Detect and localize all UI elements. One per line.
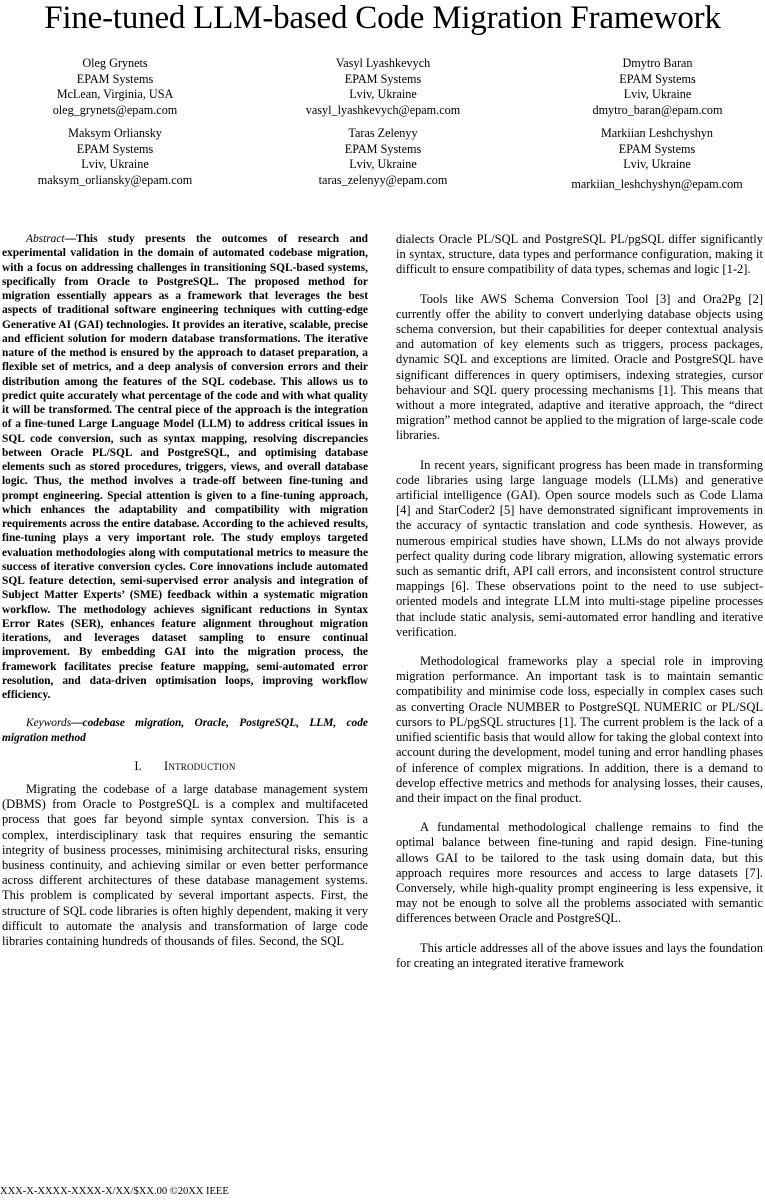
author-name: Taras Zelenyy <box>348 126 418 140</box>
author-location: McLean, Virginia, USA <box>56 87 174 102</box>
keywords <box>2 716 368 745</box>
right-column <box>396 232 763 971</box>
author-email: taras_zelenyy@epam.com <box>318 172 448 187</box>
author-email: dmytro_baran@epam.com <box>592 102 723 117</box>
author-email: oleg_grynets@epam.com <box>52 102 178 117</box>
author-card <box>570 56 745 118</box>
keywords-text: —codebase migration, Oracle, PostgreSQL, LLM, code migration method <box>2 717 368 744</box>
author-org: EPAM Systems <box>618 141 696 156</box>
author-card <box>20 126 210 188</box>
author-name: Markiian Leshchyshyn <box>600 126 714 140</box>
author-card <box>288 56 478 118</box>
author-email: vasyl_lyashkevych@epam.com <box>305 102 461 117</box>
author-org: EPAM Systems <box>344 141 422 156</box>
author-location: Lviv, Ukraine <box>349 157 417 172</box>
body-paragraph: dialects Oracle PL/SQL and PostgreSQL PL/pgSQL differ significantly in syntax, structure, data types and performance configuration, making it difficult to ensure compatibility of data types, schemas and logic [1-2]. <box>396 232 763 277</box>
author-org: EPAM Systems <box>76 141 154 156</box>
author-location: Lviv, Ukraine <box>623 87 692 102</box>
section-number: I. <box>134 758 143 773</box>
paper-title: Fine-tuned LLM-based Code Migration Framework <box>44 0 721 36</box>
copyright-footer: XXX-X-XXXX-XXXX-X/XX/$XX.00 ©20XX IEEE <box>0 1186 229 1197</box>
author-card <box>557 126 757 192</box>
author-name: Vasyl Lyashkevych <box>335 56 431 70</box>
intro-paragraph: Migrating the codebase of a large database management system (DBMS) from Oracle to PostgreSQL is a complex and multifaceted process that goes far beyond simple syntax conversion. This is a complex, interdisciplinary task that requires ensuring the semantic integrity of business processes, minimising architectural risks, ensuring business continuity, and achieving similar or even better performance across different architectures of these database management systems. This problem is complicated by several important aspects. First, the structure of SQL code libraries is often highly dependent, making it very difficult to automate the analysis and transformation of large code libraries containing hundreds of thousands of files. Second, the SQL <box>2 781 368 948</box>
author-name: Maksym Orliansky <box>68 126 162 140</box>
keywords-label: Keywords <box>26 717 72 730</box>
author-card <box>298 126 468 188</box>
abstract-label: Abstract <box>26 233 65 245</box>
author-location: Lviv, Ukraine <box>81 157 149 172</box>
abstract-text: —This study presents the outcomes of research and experimental validation in the domain of automated codebase migration, with a focus on addressing challenges in transitioning SQL-based systems, specifically from Oracle to PostgreSQL. The proposed method for migration essentially appears as a framework that leverages the best aspects of traditional software engineering techniques with cutting-edge Generative AI (GAI) technologies. It provides an iterative, scalable, precise and efficient solution for modern database transformations. The iterative nature of the method is ensured by the approach to dataset preparation, a flexible set of metrics, and a deep analysis of conversion errors and their distribution among the features of the SQL codebase. This allows us to predict quite accurately what percentage of the code and with what quality it will be transformed. The central piece of the approach is the integration of a fine-tuned Large Language Model (LLM) to address critical issues in SQL code conversion, such as syntax mapping, resolving discrepancies between Oracle PL/SQL and PostgreSQL, and optimising database elements such as stored procedures, triggers, views, and overall database logic. Thus, the method involves a trade-off between fine-tuning and prompt engineering. Special attention is given to a fine-tuning approach, which enhances the adaptability and compatibility with migration requirements across the entire database. According to the achieved results, fine-tuning plays a very important role. The study employs targeted evaluation methodologies along with computational metrics to measure the success of iterative conversion cycles. Core innovations include automated SQL feature detection, semi-supervised error analysis and integration of Subject Matter Experts’ (SME) feedback within a systematic migration workflow. The methodology achieves significant reductions in Syntax Error Rates (SER), enhances feature alignment throughout migration iterations, and leverages dataset sampling to ensure continual improvement. By embedding GAI into the migration process, the framework facilitates precise feature mapping, semi-automated error resolution, and data-driven optimisation loops, improving workflow efficiency. <box>2 233 368 701</box>
body-paragraph: A fundamental methodological challenge remains to find the optimal balance between fine-tuning and rapid design. Fine-tuning allows GAI to be tailored to the task using domain data, but this approach requires more resources and access to large datasets [7]. Conversely, while high-quality prompt engineering is less expensive, it may not be enough to solve all the problems associated with semantic differences between Oracle and PostgreSQL. <box>396 820 763 926</box>
author-org: EPAM Systems <box>76 71 154 86</box>
body-paragraph: Tools like AWS Schema Conversion Tool [3] and Ora2Pg [2] currently offer the ability to convert underlying database objects using schema conversion, but their capabilities for deeper contextual analysis and automation of key elements such as triggers, process packages, dynamic SQL and exceptions are limited. Oracle and PostgreSQL have significant differences in query optimisers, indexing strategies, cursor behaviour and SQL query processing mechanisms [1]. This means that without a more integrated, adaptive and iterative approach, the “direct migration” method cannot be applied to the migration of large-scale code libraries. <box>396 291 763 443</box>
author-email: maksym_orliansky@epam.com <box>37 172 193 187</box>
body-paragraph: Methodological frameworks play a special role in improving migration performance. An important task is to maintain semantic compatibility and minimise code loss, especially in complex cases such as converting Oracle NUMBER to PostgreSQL NUMERIC or PL/SQL cursors to PL/pgSQL structures [1]. The current problem is the lack of a unified scientific basis that would allow for taking the global context into account during the development, model tuning and error handling phases of inference of complex migrations. In addition, there is a demand to develop effective metrics and methods for analysing losses, their causes, and their impact on the final product. <box>396 654 763 805</box>
author-location: Lviv, Ukraine <box>349 87 417 102</box>
author-location: Lviv, Ukraine <box>623 157 691 172</box>
section-heading <box>2 759 368 774</box>
author-org: EPAM Systems <box>344 71 422 86</box>
author-card <box>30 56 200 118</box>
author-name: Oleg Grynets <box>82 56 148 70</box>
author-email: markiian_leshchyshyn@epam.com <box>571 176 743 191</box>
body-paragraph: This article addresses all of the above issues and lays the foundation for creating an integrated iterative framework <box>396 940 763 970</box>
author-org: EPAM Systems <box>619 71 696 86</box>
body-paragraph: In recent years, significant progress has been made in transforming code libraries using large language models (LLMs) and generative artificial intelligence (GAI). Open source models such as Code Llama [4] and StarCoder2 [5] have demonstrated significant improvements in the accuracy of syntactic translation and code synthesis. However, as numerous empirical studies have shown, LLMs do not always provide perfect quality during code library migration, allowing systematic errors such as semantic drift, API call errors, and inconsistent control structure mappings [6]. These observations point to the need to use subject-oriented models and integrate LLM into multi-stage pipeline processes that include static analysis, semi-automated error handling and iterative verification. <box>396 457 763 639</box>
left-column <box>2 232 368 949</box>
author-name: Dmytro Baran <box>622 56 693 70</box>
section-title: Introduction <box>164 758 236 773</box>
abstract <box>2 232 368 702</box>
